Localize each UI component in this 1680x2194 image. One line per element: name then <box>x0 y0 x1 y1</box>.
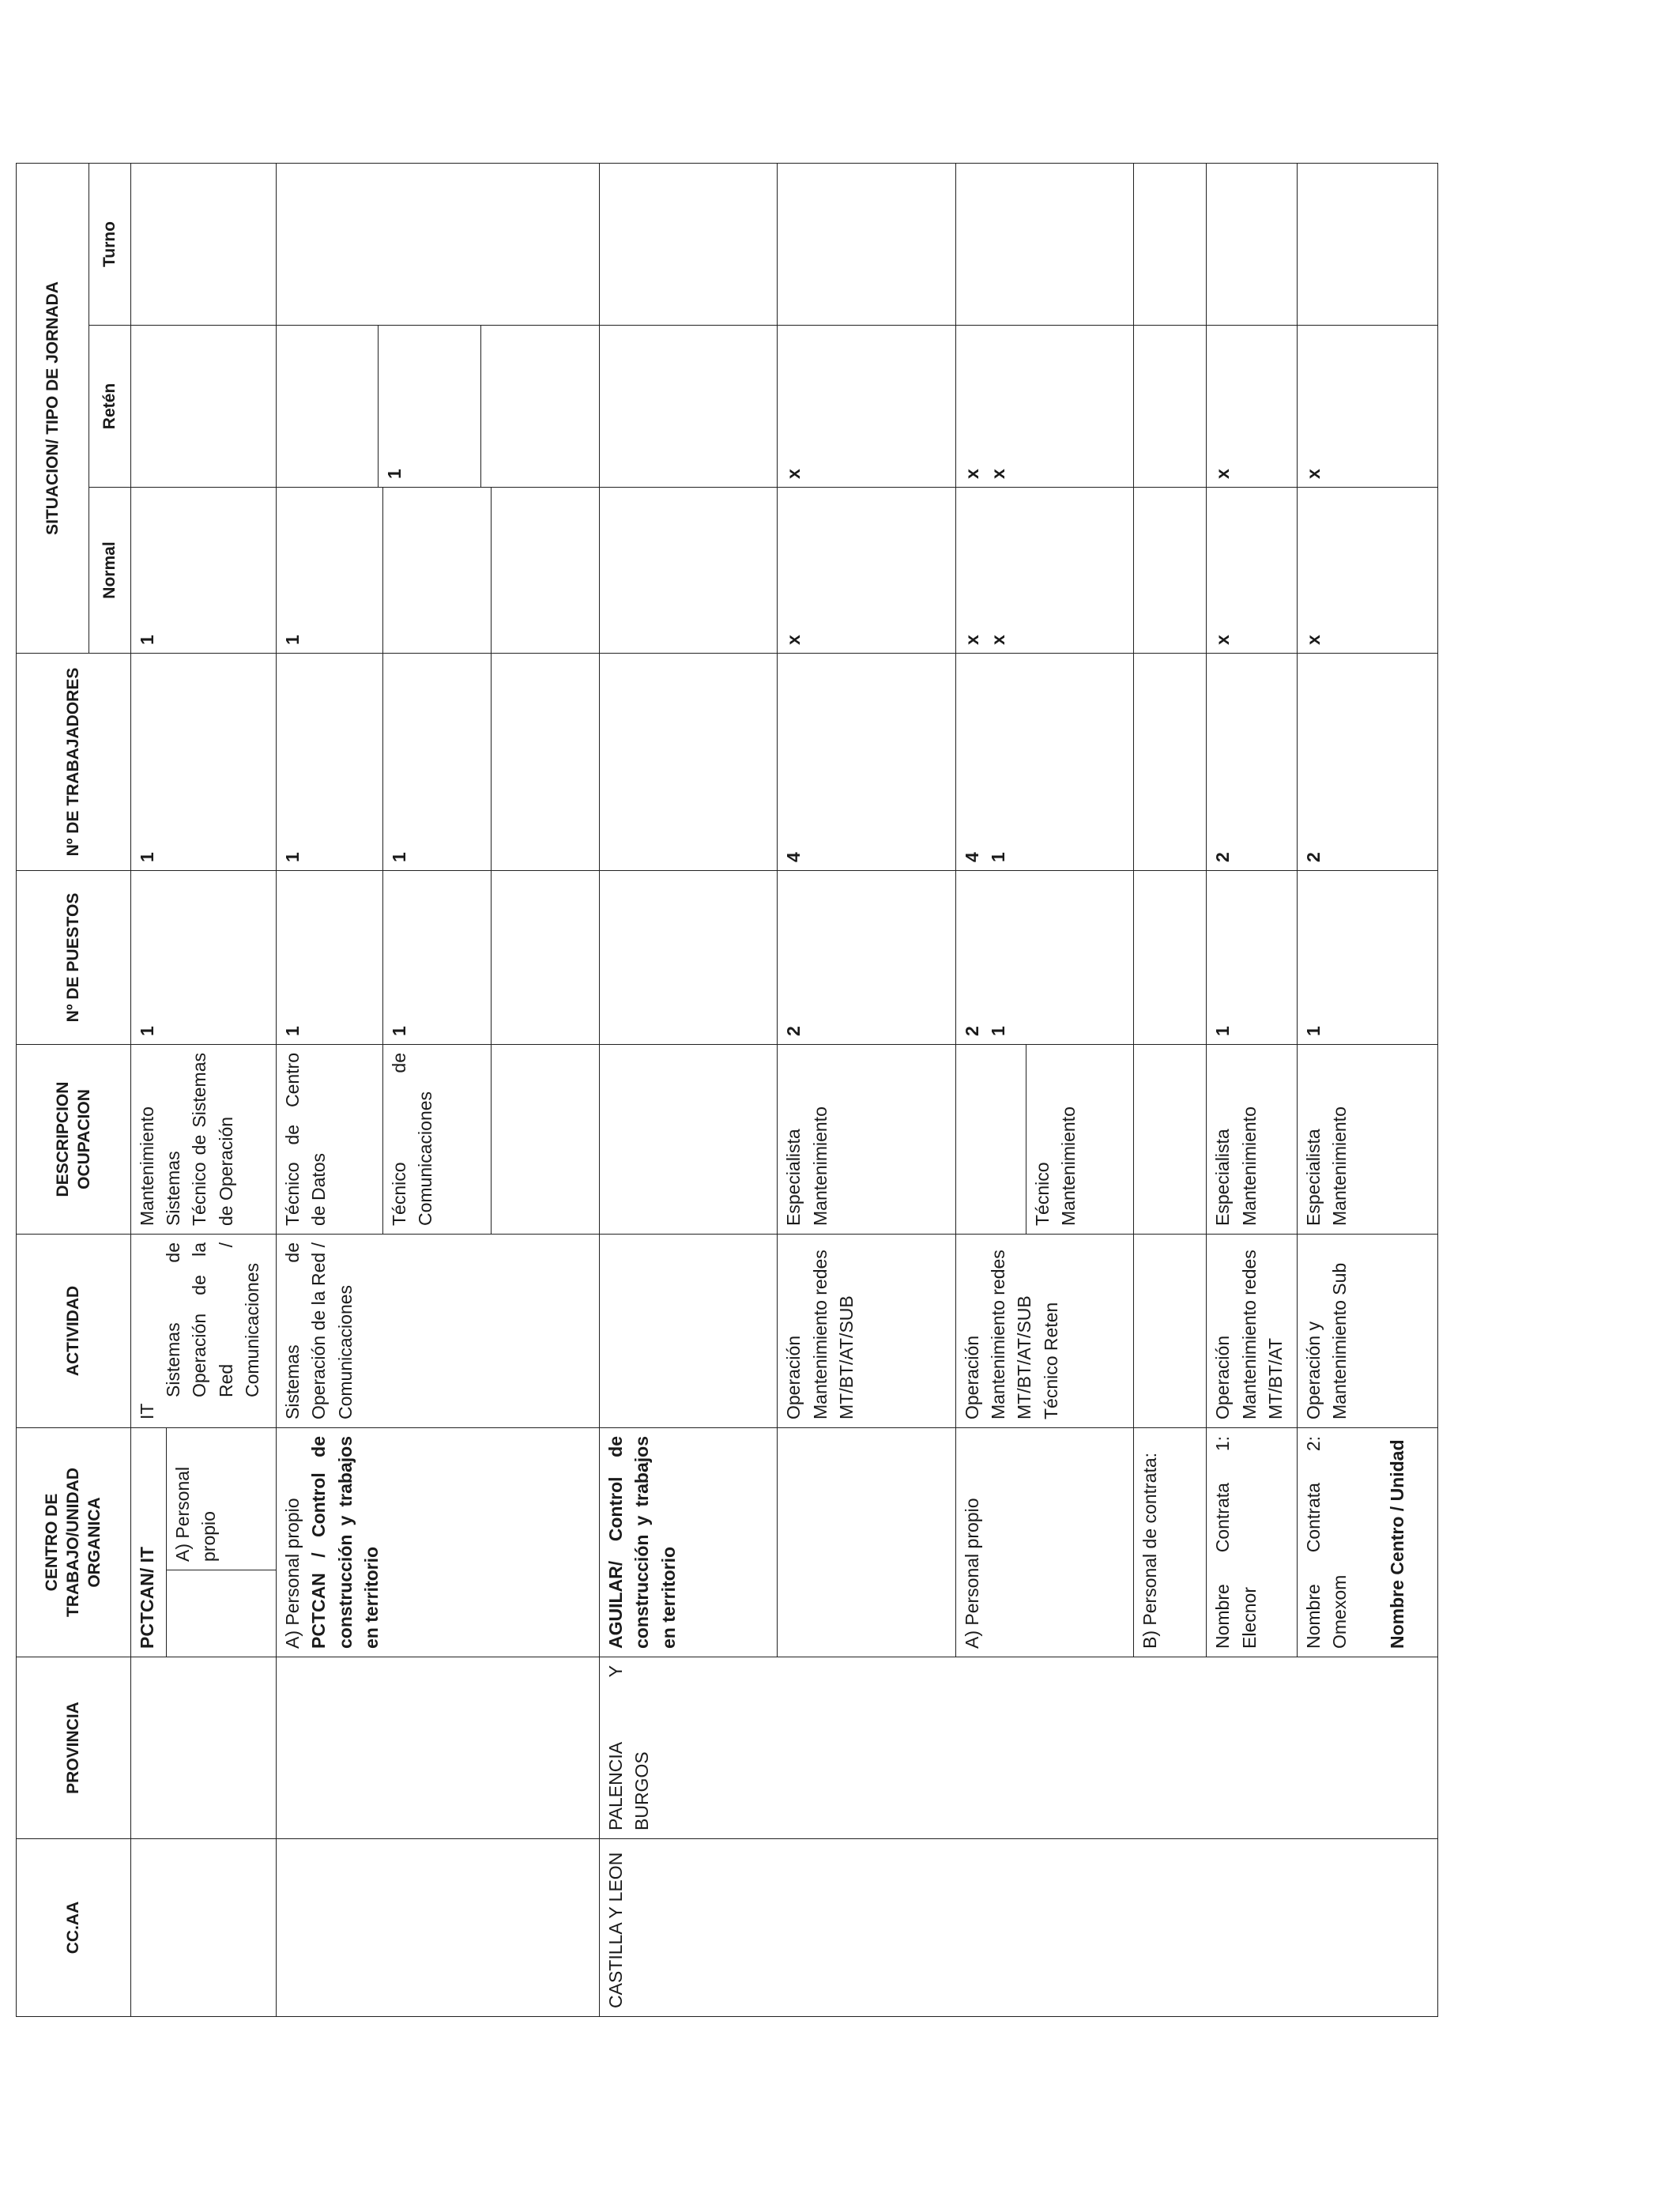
header-turno: Turno <box>89 164 130 326</box>
reten-1 <box>130 326 276 488</box>
trabajadores-3b-1: 4 <box>961 852 982 862</box>
centro-3e <box>1297 1428 1437 1657</box>
turno-3e <box>1297 164 1437 326</box>
puestos-3a: 2 <box>778 871 955 1045</box>
header-puestos: Nº DE PUESTOS <box>17 871 131 1045</box>
header-trabajadores: Nº DE TRABAJADORES <box>17 654 131 871</box>
centro-spacer-1 <box>166 1570 276 1657</box>
reten-3e: x <box>1297 326 1437 488</box>
turno-2 <box>276 164 599 326</box>
reten-2-col <box>276 326 599 488</box>
normal-2b <box>382 488 491 654</box>
puestos-3b-2: 1 <box>988 1026 1008 1036</box>
puestos-3e: 1 <box>1297 871 1437 1045</box>
centro-title-1: PCTCAN/ IT <box>130 1428 166 1657</box>
puestos-3-top <box>599 871 777 1045</box>
descripcion-2a: Técnico de Centro de Datos <box>276 1045 382 1235</box>
puestos-3b-1: 2 <box>961 1026 982 1036</box>
trabajadores-3c <box>1134 654 1207 871</box>
normal-3b-1: x <box>961 635 982 645</box>
centro-2 <box>276 1428 599 1657</box>
normal-3a: x <box>778 488 955 654</box>
actividad-2: Sistemas de Operación de la Red / Comunicaciones <box>276 1235 599 1428</box>
normal-3e: x <box>1297 488 1437 654</box>
descripcion-2b: Técnico de Comunicaciones <box>382 1045 491 1235</box>
cell-ccaa-1 <box>130 1839 276 2017</box>
centro-3e-label: Nombre Contrata 2: Omexom <box>1302 1436 1350 1649</box>
reten-3-top <box>599 326 777 488</box>
actividad-3b <box>955 1235 1133 1428</box>
normal-2a: 1 <box>276 488 382 654</box>
centro-sub-1: A) Personal propio <box>166 1428 276 1570</box>
ccaa-3: CASTILLA Y LEON <box>599 1839 1437 2017</box>
descripcion-3c <box>1134 1045 1207 1235</box>
reten-3a: x <box>778 326 955 488</box>
centro-3d: Nombre Contrata 1: Elecnor <box>1207 1428 1297 1657</box>
trabajadores-2b: 1 <box>382 654 491 871</box>
normal-3b-2: x <box>988 635 1008 645</box>
trabajadores-3-top <box>599 654 777 871</box>
actividad-3-top <box>599 1235 777 1428</box>
trabajadores-3b-2: 1 <box>988 852 1008 862</box>
descripcion-3-top <box>599 1045 777 1235</box>
actividad-1-detail: Sistemas de Operación de la Red / Comunicaciones <box>163 1242 263 1397</box>
cell-provincia-2 <box>276 1657 599 1839</box>
turno-3d <box>1207 164 1297 326</box>
trabajadores-1: 1 <box>130 654 276 871</box>
puestos-3b <box>955 871 1133 1045</box>
turno-3c <box>1134 164 1207 326</box>
descripcion-3b-top <box>955 1045 1026 1235</box>
trabajadores-3e: 2 <box>1297 654 1437 871</box>
actividad-3b-reten: Técnico Reten <box>1040 1302 1061 1419</box>
descripcion-2c <box>491 1045 599 1235</box>
turno-3a <box>778 164 955 326</box>
trabajadores-2c <box>491 654 599 871</box>
actividad-3a: Operación Mantenimiento redes MT/BT/AT/SUB <box>778 1235 955 1428</box>
actividad-1 <box>130 1235 276 1428</box>
header-centro: CENTRO DE TRABAJO/UNIDAD ORGANICA <box>17 1428 131 1657</box>
normal-1: 1 <box>130 488 276 654</box>
puestos-1: 1 <box>130 871 276 1045</box>
descripcion-3a: Especialista Mantenimiento <box>778 1045 955 1235</box>
descripcion-1 <box>130 1045 276 1235</box>
header-provincia: PROVINCIA <box>17 1657 131 1839</box>
reten-3b <box>955 326 1133 488</box>
reten-3b-1: x <box>961 469 982 479</box>
reten-2b: 1 <box>379 326 481 487</box>
descripcion-3b: Técnico Mantenimiento <box>1026 1045 1133 1235</box>
normal-3d: x <box>1207 488 1297 654</box>
centro-title-2: PCTCAN / Control de construcción y trabajos en territorio <box>308 1436 382 1649</box>
descripcion-3e: Especialista Mantenimiento <box>1297 1045 1437 1235</box>
trabajadores-3a: 4 <box>778 654 955 871</box>
header-situacion: SITUACION/ TIPO DE JORNADA <box>17 164 89 654</box>
descripcion-3d: Especialista Mantenimiento <box>1207 1045 1297 1235</box>
actividad-3e: Operación y Mantenimiento Sub <box>1297 1235 1437 1428</box>
centro-3c: B) Personal de contrata: <box>1134 1428 1207 1657</box>
reten-3d: x <box>1207 326 1297 488</box>
header-ccaa: CC.AA <box>17 1839 131 2017</box>
provincia-3: PALENCIA Y BURGOS <box>599 1657 1437 1839</box>
turno-3b <box>955 164 1133 326</box>
normal-3-top <box>599 488 777 654</box>
cell-ccaa-2 <box>276 1839 599 2017</box>
puestos-2c <box>491 871 599 1045</box>
workforce-table <box>16 163 1438 2017</box>
actividad-3c <box>1134 1235 1207 1428</box>
reten-3b-2: x <box>988 469 1008 479</box>
trabajadores-3b <box>955 654 1133 871</box>
centro-3f-label: Nombre Centro / Unidad <box>1387 1439 1408 1649</box>
rotated-table-page <box>16 183 1438 2017</box>
header-descripcion: DESCRIPCION OCUPACION <box>17 1045 131 1235</box>
actividad-1-line: IT <box>136 1403 157 1419</box>
centro-sub-2: A) Personal propio <box>281 1498 303 1649</box>
trabajadores-2a: 1 <box>276 654 382 871</box>
centro-3a <box>778 1428 955 1657</box>
turno-3-top <box>599 164 777 326</box>
normal-3b <box>955 488 1133 654</box>
puestos-3c <box>1134 871 1207 1045</box>
puestos-2a: 1 <box>276 871 382 1045</box>
header-normal: Normal <box>89 488 130 654</box>
trabajadores-3d: 2 <box>1207 654 1297 871</box>
centro-title-3: AGUILAR/ Control de construcción y trabajos en territorio <box>599 1428 777 1657</box>
actividad-3d: Operación Mantenimiento redes MT/BT/AT <box>1207 1235 1297 1428</box>
header-actividad: ACTIVIDAD <box>17 1235 131 1428</box>
puestos-3d: 1 <box>1207 871 1297 1045</box>
centro-3b-label: A) Personal propio <box>961 1498 982 1649</box>
centro-3b <box>955 1428 1133 1657</box>
normal-3c <box>1134 488 1207 654</box>
turno-1 <box>130 164 276 326</box>
descripcion-1-detail: Técnico de Sistemas de Operación <box>189 1053 236 1226</box>
normal-2c <box>491 488 599 654</box>
cell-provincia-1 <box>130 1657 276 1839</box>
descripcion-1-line: Mantenimiento Sistemas <box>136 1106 184 1226</box>
puestos-2b: 1 <box>382 871 491 1045</box>
actividad-3b-line: Operación Mantenimiento redes MT/BT/AT/SUB <box>961 1250 1035 1419</box>
header-reten: Retén <box>89 326 130 488</box>
reten-3c <box>1134 326 1207 488</box>
